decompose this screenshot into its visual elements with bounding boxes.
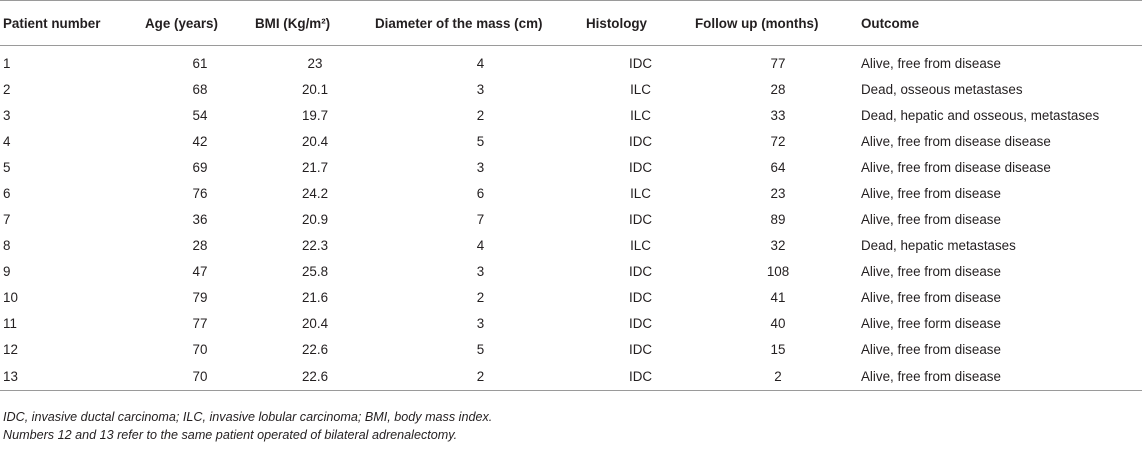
cell-histology: IDC [628, 341, 653, 357]
table-row [0, 102, 1142, 128]
cell-patient-number: 3 [3, 107, 11, 123]
cell-histology: ILC [630, 185, 651, 201]
cell-age: 54 [192, 107, 208, 123]
header-age: Age (years) [145, 1, 255, 46]
cell-bmi: 21.7 [301, 159, 329, 175]
cell-age: 61 [192, 55, 208, 71]
header-follow-up: Follow up (months) [695, 1, 861, 46]
cell-follow-up: 72 [770, 133, 786, 149]
cell-outcome: Alive, free from disease [861, 289, 1001, 305]
cell-outcome: Dead, hepatic metastases [861, 237, 1016, 253]
table-row [0, 180, 1142, 206]
cell-bmi: 20.4 [301, 133, 329, 149]
cell-follow-up: 28 [770, 81, 786, 97]
cell-patient-number: 1 [3, 55, 11, 71]
cell-diameter: 5 [476, 341, 485, 357]
cell-follow-up: 77 [770, 55, 786, 71]
table-row [0, 310, 1142, 336]
cell-histology: IDC [628, 159, 653, 175]
cell-age: 70 [145, 362, 255, 391]
cell-age: 47 [192, 263, 208, 279]
header-histology: Histology [586, 1, 695, 46]
footnote-note: Numbers 12 and 13 refer to the same patient operated of bilateral adrenalectomy. [3, 428, 458, 442]
cell-outcome: Dead, hepatic and osseous, metastases [861, 107, 1100, 123]
cell-diameter: 4 [476, 55, 485, 71]
cell-age: 68 [192, 81, 208, 97]
cell-follow-up: 108 [766, 263, 790, 279]
cell-bmi: 19.7 [301, 107, 329, 123]
cell-diameter: 6 [476, 185, 485, 201]
header-diameter: Diameter of the mass (cm) [375, 1, 586, 46]
cell-follow-up: 41 [770, 289, 786, 305]
cell-histology: IDC [628, 263, 653, 279]
cell-patient-number: 7 [3, 211, 11, 227]
cell-follow-up: 64 [770, 159, 786, 175]
table-row [0, 206, 1142, 232]
cell-outcome: Alive, free from disease [861, 55, 1001, 71]
cell-histology: IDC [628, 55, 653, 71]
cell-diameter: 4 [476, 237, 485, 253]
cell-diameter: 2 [375, 362, 586, 391]
cell-patient-number: 11 [3, 315, 17, 331]
cell-age: 77 [192, 315, 208, 331]
cell-patient-number: 8 [3, 237, 11, 253]
cell-histology: IDC [586, 362, 695, 391]
cell-diameter: 3 [476, 263, 485, 279]
table-row [0, 258, 1142, 284]
cell-age: 28 [192, 237, 208, 253]
table-row [0, 154, 1142, 180]
cell-bmi: 20.4 [301, 315, 329, 331]
cell-follow-up: 23 [770, 185, 786, 201]
cell-patient-number: 9 [3, 263, 11, 279]
cell-diameter: 5 [476, 133, 485, 149]
cell-histology: ILC [630, 237, 651, 253]
cell-patient-number: 12 [3, 341, 18, 357]
cell-patient-number: 10 [3, 289, 18, 305]
table-row [0, 46, 1142, 77]
table-row [0, 232, 1142, 258]
cell-bmi: 20.1 [301, 81, 329, 97]
cell-bmi: 22.3 [301, 237, 329, 253]
table-body [0, 46, 1142, 391]
header-outcome: Outcome [861, 1, 1142, 46]
cell-bmi: 21.6 [301, 289, 329, 305]
cell-outcome: Alive, free from disease [861, 211, 1001, 227]
table-row [0, 76, 1142, 102]
cell-outcome: Alive, free from disease [861, 362, 1142, 391]
cell-patient-number: 13 [0, 362, 145, 391]
cell-outcome: Alive, free from disease disease [861, 133, 1051, 149]
cell-histology: IDC [628, 289, 653, 305]
cell-follow-up: 40 [770, 315, 786, 331]
cell-patient-number: 5 [3, 159, 11, 175]
cell-histology: IDC [628, 315, 653, 331]
cell-diameter: 2 [476, 107, 485, 123]
cell-bmi: 22.6 [301, 341, 329, 357]
table-row [0, 336, 1142, 362]
cell-age: 69 [192, 159, 208, 175]
cell-outcome: Alive, free from disease [861, 341, 1001, 357]
header-bmi: BMI (Kg/m²) [255, 1, 375, 46]
cell-outcome: Dead, osseous metastases [861, 81, 1023, 97]
cell-age: 76 [192, 185, 208, 201]
cell-outcome: Alive, free form disease [861, 315, 1001, 331]
cell-patient-number: 2 [3, 81, 11, 97]
cell-bmi: 20.9 [301, 211, 329, 227]
cell-histology: ILC [630, 81, 651, 97]
cell-diameter: 3 [476, 159, 485, 175]
cell-follow-up: 33 [770, 107, 786, 123]
cell-diameter: 3 [476, 81, 485, 97]
table-row [0, 128, 1142, 154]
cell-follow-up: 89 [770, 211, 786, 227]
cell-diameter: 7 [476, 211, 485, 227]
cell-histology: IDC [628, 211, 653, 227]
cell-follow-up: 15 [770, 341, 786, 357]
cell-follow-up: 32 [770, 237, 786, 253]
table-row [0, 362, 1142, 391]
cell-age: 42 [192, 133, 208, 149]
cell-outcome: Alive, free from disease [861, 185, 1001, 201]
table-row [0, 284, 1142, 310]
cell-bmi: 22.6 [255, 362, 375, 391]
cell-diameter: 3 [476, 315, 485, 331]
cell-outcome: Alive, free from disease disease [861, 159, 1051, 175]
cell-bmi: 23 [307, 55, 323, 71]
cell-age: 70 [192, 341, 208, 357]
cell-histology: ILC [630, 107, 651, 123]
cell-bmi: 24.2 [301, 185, 329, 201]
cell-patient-number: 6 [3, 185, 11, 201]
header-patient-number: Patient number [0, 1, 145, 46]
cell-follow-up: 2 [695, 362, 861, 391]
cell-age: 79 [192, 289, 208, 305]
cell-patient-number: 4 [3, 133, 11, 149]
cell-diameter: 2 [476, 289, 485, 305]
table-footnotes [3, 408, 492, 444]
cell-histology: IDC [628, 133, 653, 149]
cell-bmi: 25.8 [301, 263, 329, 279]
table-header-row [0, 1, 1142, 46]
footnote-abbreviations: IDC, invasive ductal carcinoma; ILC, invasive lobular carcinoma; BMI, body mass index. [3, 410, 493, 424]
cell-outcome: Alive, free from disease [861, 263, 1001, 279]
cell-age: 36 [192, 211, 208, 227]
